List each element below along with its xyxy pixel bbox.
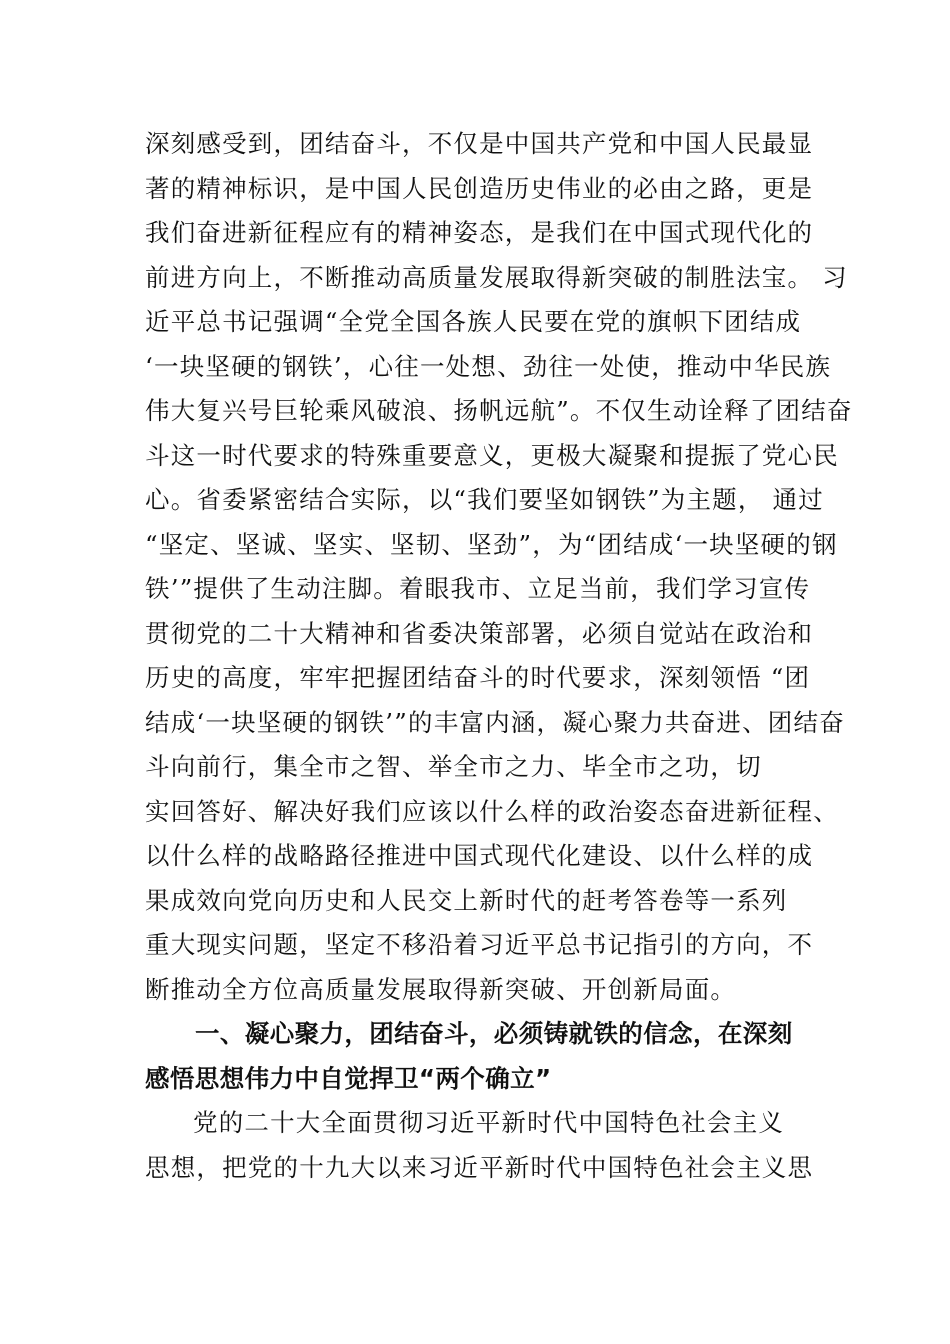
paragraph2-line-1: 党的二十大全面贯彻习近平新时代中国特色社会主义 bbox=[193, 1108, 785, 1137]
body-line-1: 深刻感受到，团结奋斗，不仅是中国共产党和中国人民最显 bbox=[145, 129, 814, 158]
body-line-12: 贯彻党的二十大精神和省委决策部署，必须自觉站在政治和 bbox=[145, 618, 814, 648]
body-line-17: 以什么样的战略路径推进中国式现代化建设、以什么样的成 bbox=[145, 841, 814, 870]
body-line-18: 果成效向党向历史和人民交上新时代的赶考答卷等一系列 bbox=[145, 885, 788, 915]
body-line-10: “坚定、坚诚、坚实、坚韧、坚劲”，为“团结成‘一块坚硬的钢 bbox=[145, 529, 838, 559]
body-line-4: 前进方向上，不断推动高质量发展取得新突破的制胜法宝。 习 bbox=[145, 262, 848, 292]
body-line-19: 重大现实问题，坚定不移沿着习近平总书记指引的方向，不 bbox=[145, 930, 814, 959]
body-line-2: 著的精神标识，是中国人民创造历史伟业的必由之路，更是 bbox=[145, 173, 814, 203]
body-line-6: ‘一块坚硬的钢铁’，心往一处想、劲往一处使，推动中华民族 bbox=[145, 351, 832, 381]
section-heading-line-2: 感悟思想伟力中自觉捍卫“两个确立” bbox=[145, 1063, 552, 1093]
body-line-7: 伟大复兴号巨轮乘风破浪、扬帆远航”。不仅生动诠释了团结奋 bbox=[145, 396, 853, 425]
paragraph2-line-2: 思想，把党的十九大以来习近平新时代中国特色社会主义思 bbox=[145, 1152, 814, 1182]
section-heading-line-1: 一、凝心聚力，团结奋斗，必须铸就铁的信念，在深刻 bbox=[195, 1019, 793, 1048]
body-line-20: 断推动全方位高质量发展取得新突破、开创新局面。 bbox=[145, 974, 737, 1004]
body-line-5: 近平总书记强调“全党全国各族人民要在党的旗帜下团结成 bbox=[145, 307, 802, 336]
document-body bbox=[145, 122, 853, 1190]
body-line-9: 心。省委紧密结合实际，以“我们要坚如钢铁”为主题， 通过 bbox=[145, 485, 824, 514]
body-line-11: 铁’”提供了生动注脚。着眼我市、立足当前，我们学习宣传 bbox=[145, 574, 811, 603]
body-line-3: 我们奋进新征程应有的精神姿态，是我们在中国式现代化的 bbox=[145, 218, 814, 247]
body-line-16: 实回答好、解决好我们应该以什么样的政治姿态奋进新征程、 bbox=[145, 796, 839, 826]
body-line-8: 斗这一时代要求的特殊重要意义，更极大凝聚和提振了党心民 bbox=[145, 440, 839, 470]
body-line-15: 斗向前行，集全市之智、举全市之力、毕全市之功，切 bbox=[145, 752, 762, 781]
body-line-13: 历史的高度，牢牢把握团结奋斗的时代要求，深刻领悟 “团 bbox=[145, 663, 811, 692]
body-line-14: 结成‘一块坚硬的钢铁’”的丰富内涵，凝心聚力共奋进、团结奋 bbox=[145, 707, 845, 737]
